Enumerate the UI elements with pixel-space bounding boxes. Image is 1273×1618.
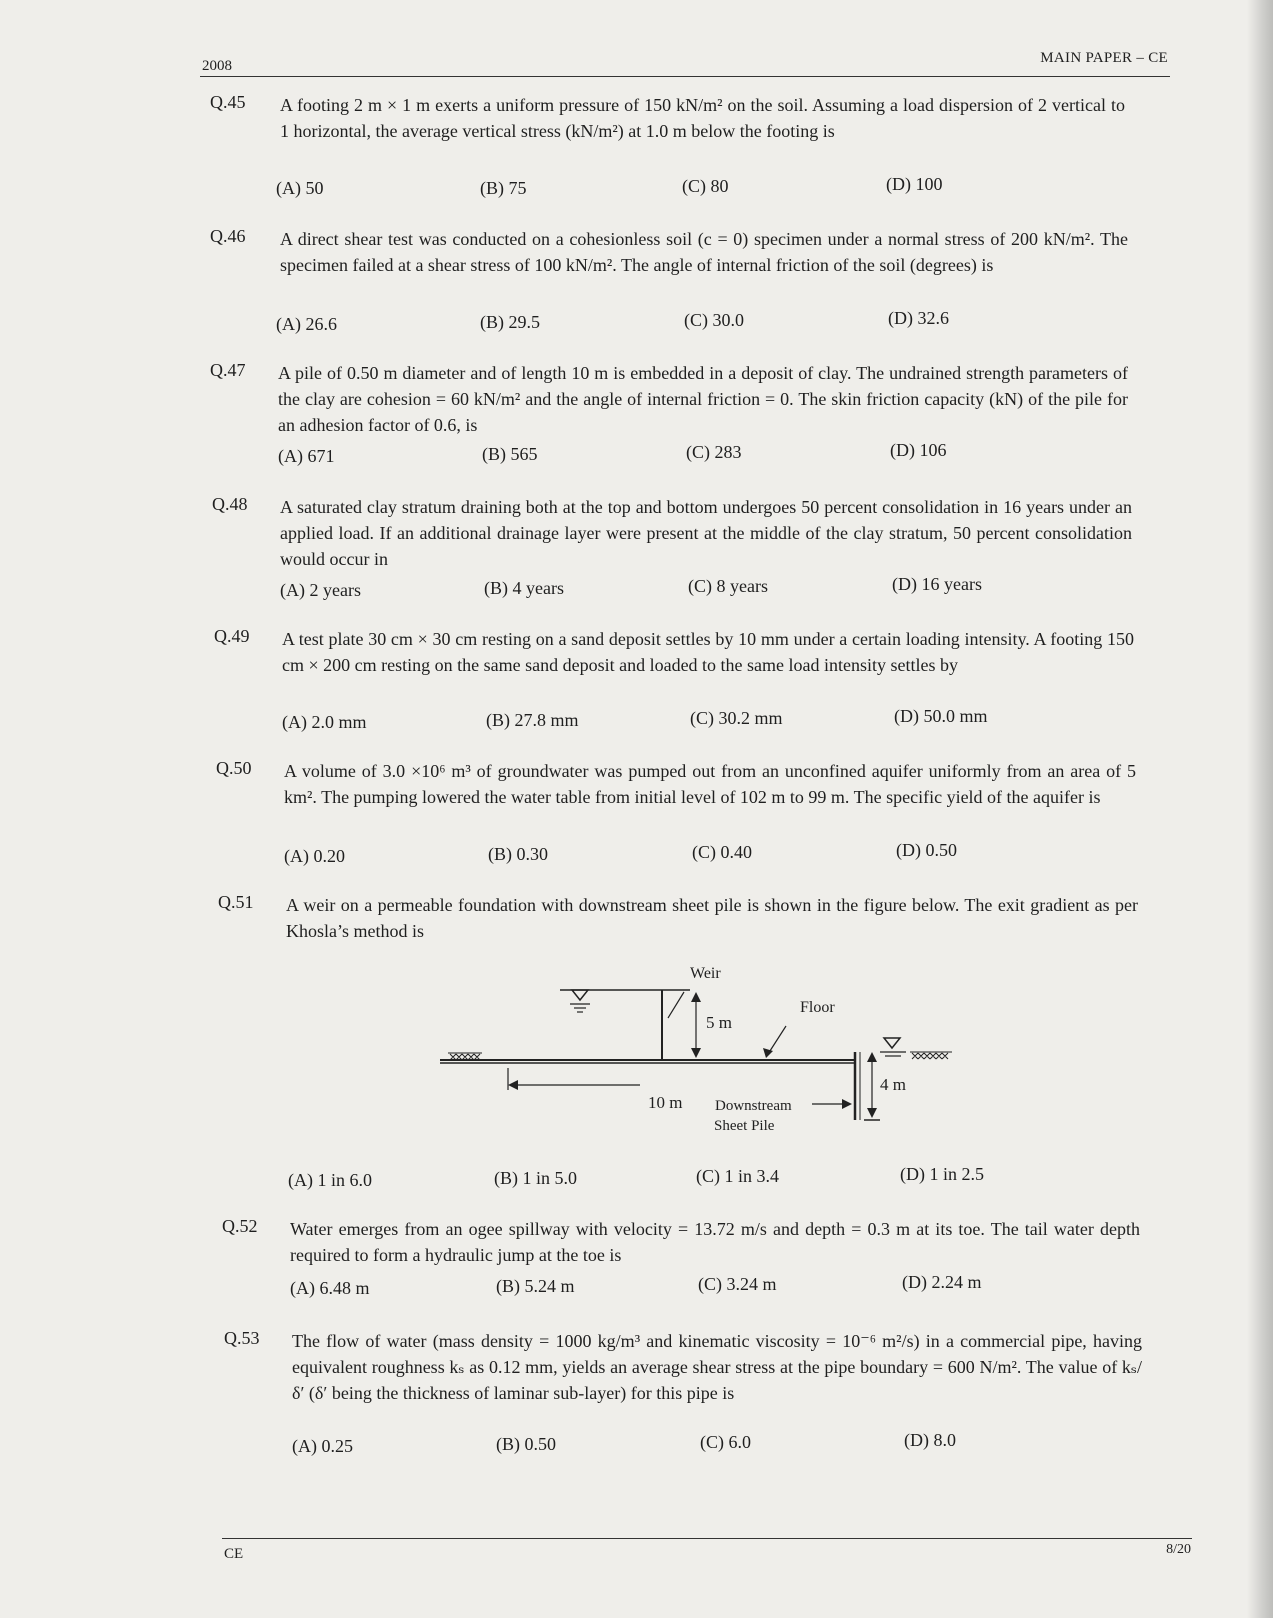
option-a: (A) 6.48 m bbox=[290, 1278, 370, 1298]
question-number: Q.51 bbox=[218, 892, 254, 912]
option-d: (D) 0.50 bbox=[896, 840, 957, 860]
question-text: Water emerges from an ogee spillway with velocity = 13.72 m/s and depth = 0.3 m at its toe. The tail water depth required to form a hydraulic jump at the toe is bbox=[290, 1219, 1140, 1265]
header-rule bbox=[200, 76, 1170, 77]
footer-page-number: 8/20 bbox=[1166, 1542, 1191, 1557]
pile-label-line2: Sheet Pile bbox=[714, 1118, 775, 1134]
downstream-ground-hatch bbox=[910, 1052, 952, 1059]
option-b: (B) 27.8 mm bbox=[486, 710, 579, 730]
question-text: The flow of water (mass density = 1000 kg/m³ and kinematic viscosity = 10⁻⁶ m²/s) in a commercial pipe, having equivalent roughness kₛ as 0.12 mm, yields an average shear stress at the pipe boundary = 600 N/m². The value of kₛ/δ′ (δ′ being the thickness of laminar sub-layer) for this pipe is bbox=[292, 1331, 1142, 1403]
floor-pointer bbox=[768, 1026, 786, 1054]
header-paper: MAIN PAPER – CE bbox=[1040, 50, 1168, 66]
option-a: (A) 2 years bbox=[280, 580, 361, 600]
question-number: Q.53 bbox=[224, 1328, 260, 1348]
pile-label-line1: Downstream bbox=[715, 1098, 792, 1114]
option-b: (B) 4 years bbox=[484, 578, 564, 598]
downstream-water-symbol bbox=[880, 1038, 906, 1056]
question-text: A pile of 0.50 m diameter and of length 10 m is embedded in a deposit of clay. The undrained strength parameters of the clay are cohesion = 60 kN/m² and the angle of internal friction = 0. The skin friction capacity (kN) of the pile for an adhesion factor of 0.6, is bbox=[278, 363, 1128, 435]
height-arrow-top bbox=[691, 992, 701, 1002]
question-number: Q.52 bbox=[222, 1216, 258, 1236]
weir-label: Weir bbox=[690, 965, 721, 982]
option-a: (A) 50 bbox=[276, 178, 324, 198]
option-d: (D) 32.6 bbox=[888, 308, 949, 328]
length-label: 10 m bbox=[648, 1093, 683, 1112]
option-b: (B) 0.50 bbox=[496, 1434, 556, 1454]
option-a: (A) 0.20 bbox=[284, 846, 345, 866]
option-c: (C) 3.24 m bbox=[698, 1274, 777, 1294]
question-number: Q.45 bbox=[210, 92, 246, 112]
option-c: (C) 283 bbox=[686, 442, 742, 462]
option-d: (D) 1 in 2.5 bbox=[900, 1164, 984, 1184]
question-text: A test plate 30 cm × 30 cm resting on a sand deposit settles by 10 mm under a certain loading intensity. A footing 150 cm × 200 cm resting on the same sand deposit and loaded to the same load intensity settles by bbox=[282, 629, 1134, 675]
pile-label-arrow bbox=[842, 1099, 852, 1109]
option-b: (B) 29.5 bbox=[480, 312, 540, 332]
option-b: (B) 5.24 m bbox=[496, 1276, 575, 1296]
footer-code: CE bbox=[224, 1546, 244, 1562]
option-d: (D) 106 bbox=[890, 440, 947, 460]
pile-arrow-top bbox=[867, 1052, 877, 1062]
question-text: A weir on a permeable foundation with downstream sheet pile is shown in the figure below. The exit gradient as per Khosla’s method is bbox=[286, 895, 1138, 941]
option-a: (A) 1 in 6.0 bbox=[288, 1170, 372, 1190]
page-edge-shadow bbox=[1247, 0, 1273, 1618]
option-d: (D) 2.24 m bbox=[902, 1272, 982, 1292]
option-c: (C) 8 years bbox=[688, 576, 768, 596]
option-b: (B) 1 in 5.0 bbox=[494, 1168, 577, 1188]
pile-arrow-bottom bbox=[867, 1108, 877, 1118]
option-a: (A) 671 bbox=[278, 446, 335, 466]
option-c: (C) 30.0 bbox=[684, 310, 744, 330]
question-number: Q.46 bbox=[210, 226, 246, 246]
option-b: (B) 0.30 bbox=[488, 844, 548, 864]
question-number: Q.47 bbox=[210, 360, 246, 380]
height-label: 5 m bbox=[706, 1013, 732, 1032]
option-a: (A) 2.0 mm bbox=[282, 712, 367, 732]
question-text: A direct shear test was conducted on a cohesionless soil (c = 0) specimen under a normal stress of 200 kN/m². The specimen failed at a shear stress of 100 kN/m². The angle of internal friction of the soil (degrees) is bbox=[280, 229, 1128, 275]
upstream-ground-hatch bbox=[448, 1053, 482, 1060]
option-a: (A) 0.25 bbox=[292, 1436, 353, 1456]
question-text: A footing 2 m × 1 m exerts a uniform pressure of 150 kN/m² on the soil. Assuming a load dispersion of 2 vertical to 1 horizontal, the average vertical stress (kN/m²) at 1.0 m below the footing is bbox=[280, 95, 1125, 141]
option-d: (D) 8.0 bbox=[904, 1430, 956, 1450]
weir-figure bbox=[440, 965, 1000, 1170]
option-d: (D) 16 years bbox=[892, 574, 982, 594]
option-d: (D) 100 bbox=[886, 174, 943, 194]
option-c: (C) 0.40 bbox=[692, 842, 752, 862]
option-b: (B) 75 bbox=[480, 178, 527, 198]
option-d: (D) 50.0 mm bbox=[894, 706, 988, 726]
question-number: Q.50 bbox=[216, 758, 252, 778]
question-text: A volume of 3.0 ×10⁶ m³ of groundwater was pumped out from an unconfined aquifer uniformly from an area of 5 km². The pumping lowered the water table from initial level of 102 m to 99 m. The specific yield of the aquifer is bbox=[284, 761, 1136, 807]
pile-depth-label: 4 m bbox=[880, 1075, 906, 1094]
option-a: (A) 26.6 bbox=[276, 314, 337, 334]
question-text: A saturated clay stratum draining both at the top and bottom undergoes 50 percent consolidation in 16 years under an applied load. If an additional drainage layer were present at the middle of the clay stratum, 50 percent consolidation would occur in bbox=[280, 497, 1132, 569]
header-year: 2008 bbox=[202, 58, 232, 74]
height-arrow-bottom bbox=[691, 1048, 701, 1058]
option-c: (C) 6.0 bbox=[700, 1432, 751, 1452]
option-c: (C) 30.2 mm bbox=[690, 708, 783, 728]
option-c: (C) 1 in 3.4 bbox=[696, 1166, 779, 1186]
option-c: (C) 80 bbox=[682, 176, 729, 196]
question-number: Q.49 bbox=[214, 626, 250, 646]
option-b: (B) 565 bbox=[482, 444, 538, 464]
footer-rule bbox=[222, 1538, 1192, 1539]
question-number: Q.48 bbox=[212, 494, 248, 514]
weir-pointer bbox=[668, 992, 684, 1018]
upstream-water-symbol bbox=[566, 990, 590, 1012]
floor-label: Floor bbox=[800, 999, 835, 1016]
